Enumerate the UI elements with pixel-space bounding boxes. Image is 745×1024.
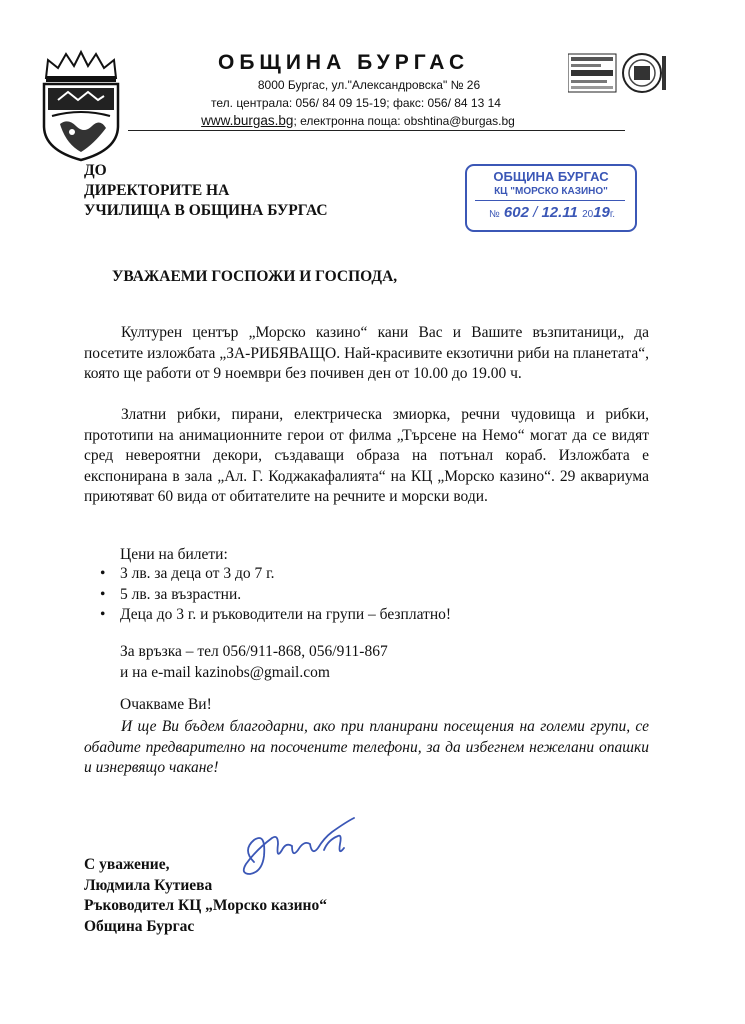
header-rule — [128, 130, 625, 131]
org-phones: тел. централа: 056/ 84 09 15-19; факс: 056/ 84 13 14 — [211, 96, 501, 110]
stamp-number-prefix: № — [489, 209, 500, 220]
body-paragraph-2: Златни рибки, пирани, електрическа змиорка, речни чудовища и рибки, прототипи на анимационните герои от филма „Търсене на Немо“ могат да се видят сред невероятни декори, създаващи образа на потънал кораб. Изложбата е експонирана в зала „Ал. Г. Коджакафалията“ на КЦ „Морско казино“. 29 аквариума приютяват 60 вида от обитателите на речните и морски води. — [84, 406, 649, 505]
coat-of-arms-icon — [38, 48, 124, 162]
contact-phone: За връзка – тел 056/911-868, 056/911-867 — [120, 643, 388, 660]
signature-org: Община Бургас — [84, 917, 195, 935]
stamp-number: 602 — [503, 204, 529, 221]
org-address: 8000 Бургас, ул."Александровска" № 26 — [257, 78, 481, 92]
stamp-year-prefix: 20 — [582, 209, 594, 220]
bullet-icon: • — [100, 565, 106, 582]
stamp-divider — [475, 200, 625, 201]
stamp-registration-number: № 602 / 12.11 2019г. — [489, 204, 616, 221]
salutation: УВАЖАЕМИ ГОСПОЖИ И ГОСПОДА, — [112, 268, 398, 285]
price-item-text: 5 лв. за възрастни. — [120, 586, 242, 603]
signature-name: Людмила Кутиева — [84, 876, 213, 894]
price-item-text: Деца до 3 г. и ръководители на групи – безплатно! — [120, 606, 452, 623]
signature-position: Ръководител КЦ „Морско казино“ — [84, 897, 327, 914]
signature-block — [84, 855, 384, 937]
price-item-text: 3 лв. за деца от 3 до 7 г. — [120, 565, 275, 582]
recipient-block — [84, 161, 414, 221]
stamp-year: 19 — [593, 204, 610, 221]
body-paragraph-1: Културен център „Морско казино“ кани Вас и Вашите възпитаници„ да посетите изложбата „ЗА-РИБЯВАЩО. Най-красивите екзотични риби на планетата“, която ще работи от 9 ноември без почивен ден от 10.00 до 19.00 ч. — [84, 324, 649, 382]
email-label: ; електронна поща: obshtina@burgas.bg — [293, 114, 515, 128]
bullet-icon: • — [100, 586, 106, 603]
website-link[interactable]: www.burgas.bg — [201, 113, 294, 128]
org-web-email — [188, 113, 528, 128]
stamp-year-suffix: г. — [609, 209, 616, 220]
stamp-dept: КЦ "МОРСКО КАЗИНО" — [494, 186, 608, 197]
certification-logo-icon — [568, 52, 668, 96]
list-item — [100, 586, 241, 604]
closing-expect: Очакваме Ви! — [120, 696, 212, 713]
bullet-icon: • — [100, 606, 106, 623]
contact-email: и на e-mail kazinobs@gmail.com — [120, 664, 330, 681]
closing-paragraph: И ще Ви бъдем благодарни, ако при планирани посещения на големи групи, се обадите предварително на посочените телефони, за да избегнем нежелани опашки и изнервящо чакане! — [84, 718, 649, 776]
stamp-date: 12.11 — [541, 204, 578, 221]
org-name: ОБЩИНА БУРГАС — [218, 51, 470, 74]
signature-regards: С уважение, — [84, 856, 170, 873]
recipient-line-3: УЧИЛИЩА В ОБЩИНА БУРГАС — [84, 202, 328, 219]
recipient-line-2: ДИРЕКТОРИТЕ НА — [84, 182, 230, 199]
list-item — [100, 565, 275, 583]
recipient-line-1: ДО — [84, 162, 107, 179]
registration-stamp — [465, 164, 637, 232]
stamp-org: ОБЩИНА БУРГАС — [493, 169, 609, 184]
prices-label: Цени на билети: — [120, 546, 228, 563]
list-item — [100, 606, 451, 624]
